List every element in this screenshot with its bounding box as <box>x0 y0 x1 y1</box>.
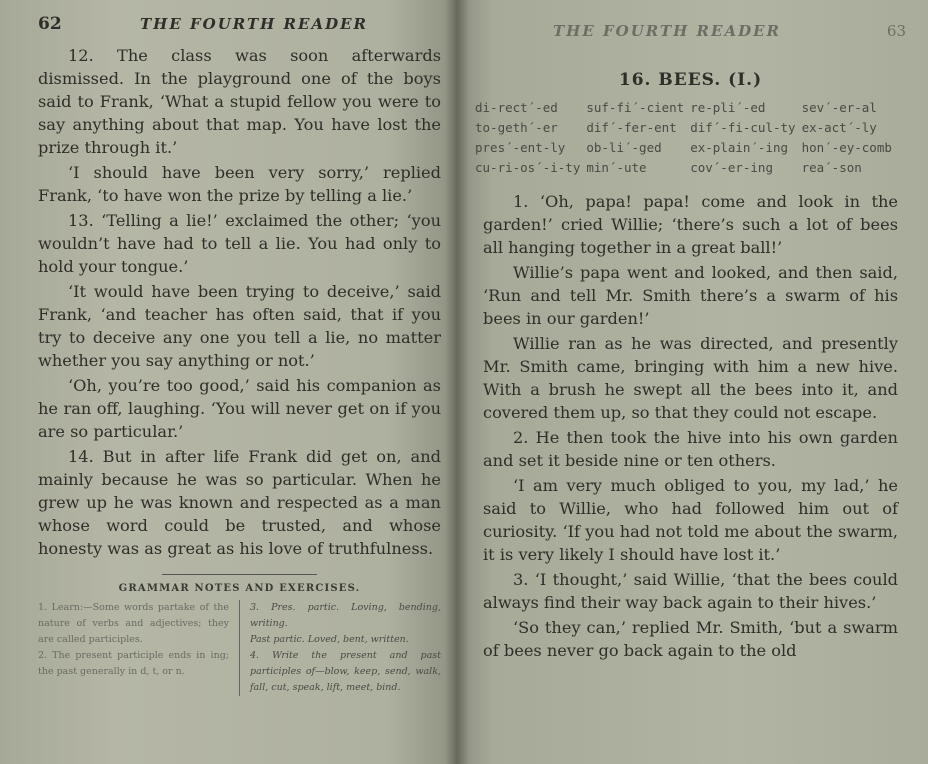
grammar-left-column <box>38 600 229 696</box>
grammar-note: 2. The present participle ends in ing; the past generally in d, t, or n. <box>38 650 229 677</box>
left-page-header <box>38 14 441 44</box>
page-number: 63 <box>886 22 906 40</box>
spelling-word: min´-ute <box>586 160 647 175</box>
grammar-note: Past partic. Loved, bent, written. <box>250 634 409 645</box>
spelling-word: dif´-fi-cul-ty <box>690 120 796 135</box>
grammar-heading: GRAMMAR NOTES AND EXERCISES. <box>118 583 361 594</box>
paragraph: ‘It would have been trying to deceive,’ said Frank, ‘and teacher has often said, that if you try to deceive any one you tell a lie, no matter whether you say anything or not.’ <box>38 282 441 370</box>
right-body-text <box>483 190 898 662</box>
spelling-word: pres´-ent-ly <box>475 140 566 155</box>
spelling-word: ex-plain´-ing <box>690 140 789 155</box>
grammar-note: 3. Pres. partic. Loving, bending, writing. <box>250 602 441 629</box>
right-page-header <box>483 22 906 52</box>
running-head: THE FOURTH READER <box>553 22 781 40</box>
divider <box>162 574 317 575</box>
paragraph: 3. ‘I thought,’ said Willie, ‘that the bees could always find their way back again to their hives.’ <box>483 570 898 612</box>
spelling-word: ex-act´-ly <box>801 120 877 135</box>
spelling-word: re-pli´-ed <box>690 100 766 115</box>
spelling-word: di-rect´-ed <box>475 100 558 115</box>
spelling-word: rea´-son <box>801 160 862 175</box>
paragraph: ‘I am very much obliged to you, my lad,’ he said to Willie, who had followed him out of curiosity. ‘If you had not told me about the swarm, it is very likely I should have lost it.’ <box>483 476 898 564</box>
paragraph: 2. He then took the hive into his own garden and set it beside nine or ten others. <box>483 428 898 470</box>
spelling-word: cov´-er-ing <box>690 160 773 175</box>
left-page <box>0 0 455 764</box>
spelling-word: suf-fi´-cient <box>586 100 685 115</box>
paragraph: 1. ‘Oh, papa! papa! come and look in the garden!’ cried Willie; ‘there’s such a lot of bees all hanging together in a great ball!’ <box>483 192 898 257</box>
left-body-text <box>38 44 441 560</box>
paragraph: Willie’s papa went and looked, and then said, ‘Run and tell Mr. Smith there’s a swarm of his bees in our garden!’ <box>483 263 898 328</box>
page-number: 62 <box>38 14 62 34</box>
paragraph: ‘So they can,’ replied Mr. Smith, ‘but a swarm of bees never go back again to the old <box>483 618 898 660</box>
spelling-word: sev´-er-al <box>801 100 877 115</box>
paragraph: 12. The class was soon afterwards dismissed. In the playground one of the boys said to Frank, ‘What a stupid fellow you were to say anything about that map. You have lost the prize through it.’ <box>38 46 441 157</box>
spelling-word-list <box>475 98 898 178</box>
paragraph: 14. But in after life Frank did get on, and mainly because he was so particular. When he grew up he was known and respected as a man whose word could be trusted, and whose honesty was as great as his love of truthfulness. <box>38 447 441 558</box>
grammar-notes <box>38 600 441 696</box>
paragraph: 13. ‘Telling a lie!’ exclaimed the other; ‘you wouldn’t have had to tell a lie. You had only to hold your tongue.’ <box>38 211 441 276</box>
grammar-right-column <box>239 600 441 696</box>
right-page <box>455 0 928 764</box>
spelling-word: to-geth´-er <box>475 120 558 135</box>
grammar-note: 4. Write the present and past participles of—blow, keep, send, walk, fall, cut, speak, lift, meet, bind. <box>250 650 441 693</box>
paragraph: Willie ran as he was directed, and presently Mr. Smith came, bringing with him a new hive. With a brush he swept all the bees into it, and covered them up, so that they could not escape. <box>483 334 898 422</box>
paragraph: ‘I should have been very sorry,’ replied Frank, ‘to have won the prize by telling a lie.’ <box>38 163 441 205</box>
spelling-word: dif´-fer-ent <box>586 120 677 135</box>
spelling-word: cu-ri-os´-i-ty <box>475 160 581 175</box>
paragraph: ‘Oh, you’re too good,’ said his companion as he ran off, laughing. ‘You will never get on if you are so particular.’ <box>38 376 441 441</box>
spelling-word: ob-li´-ged <box>586 140 662 155</box>
grammar-note: 1. Learn:—Some words partake of the nature of verbs and adjectives; they are called participles. <box>38 602 229 645</box>
spelling-word: hon´-ey-comb <box>801 140 892 155</box>
lesson-title: 16. BEES. (I.) <box>618 70 763 90</box>
running-head: THE FOURTH READER <box>140 15 368 33</box>
book-gutter <box>445 0 469 764</box>
